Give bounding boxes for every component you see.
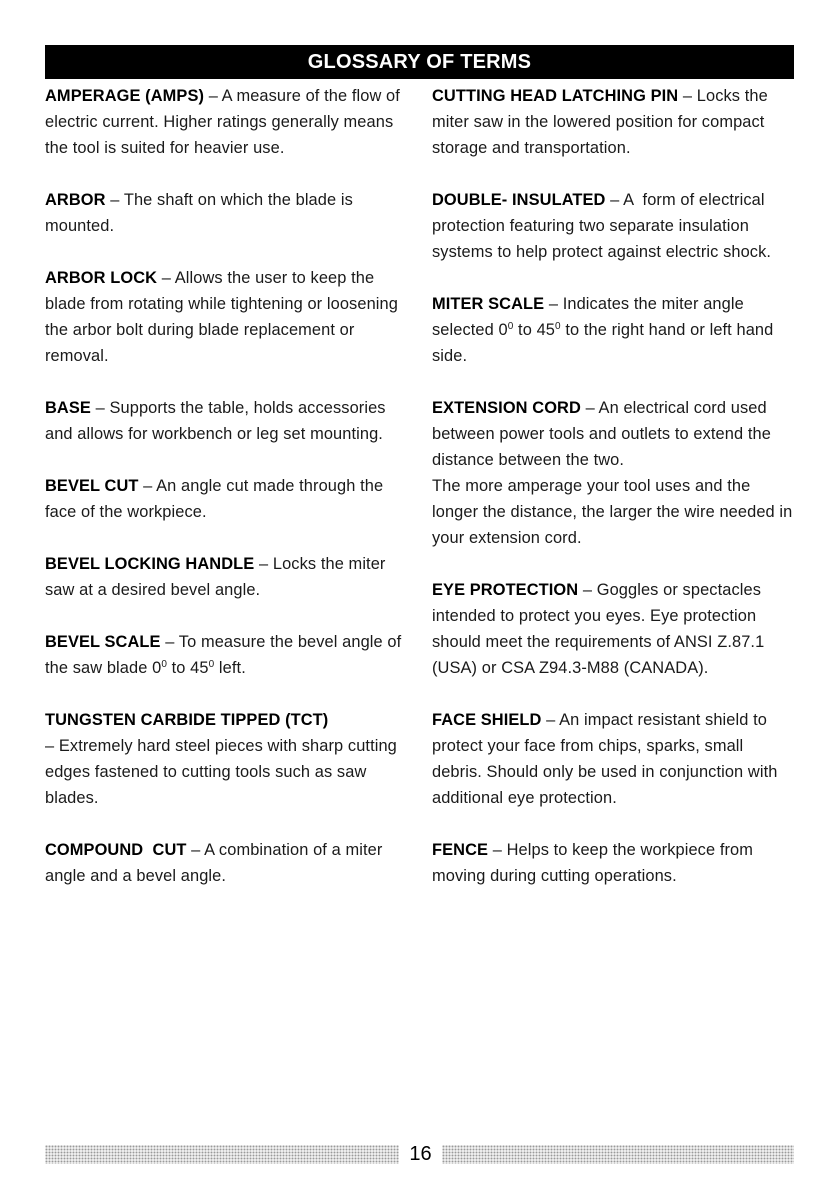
footer-dot-pattern-left <box>45 1145 399 1164</box>
footer-dot-pattern-right <box>442 1145 794 1164</box>
glossary-entry-bevel-locking-handle <box>45 551 415 603</box>
glossary-term: DOUBLE- INSULATED <box>432 191 606 209</box>
glossary-entry-tct <box>45 707 415 811</box>
degree-superscript: 0 <box>555 321 561 332</box>
glossary-definition: – An angle cut made through the face of the workpiece. <box>45 477 384 521</box>
glossary-term: BEVEL SCALE <box>45 633 161 651</box>
glossary-definition: – A form of electrical protection featuring two separate insulation systems to help protect against electric shock. <box>432 191 772 261</box>
glossary-definition: – To measure the bevel angle of the saw blade 0 <box>45 633 402 677</box>
glossary-definition: – A combination of a miter angle and a bevel angle. <box>45 841 383 885</box>
glossary-definition: – Supports the table, holds accessories and allows for workbench or leg set mounting. <box>45 399 386 443</box>
glossary-entry-eye-protection <box>432 577 796 681</box>
degree-superscript: 0 <box>507 321 514 332</box>
degree-superscript: 0 <box>161 659 167 670</box>
glossary-definition: – An electrical cord used between power tools and outlets to extend the distance between the two. <box>432 399 771 469</box>
page-number: 16 <box>409 1143 432 1165</box>
glossary-definition: – Allows the user to keep the blade from rotating while tightening or loosening the arbor bolt during blade replacement or removal. <box>45 269 398 365</box>
glossary-term: FENCE <box>432 841 489 859</box>
glossary-definition: – Extremely hard steel pieces with sharp cutting edges fastened to cutting tools such as saw blades. <box>45 737 397 807</box>
glossary-entry-arbor-lock <box>45 265 415 369</box>
glossary-term: COMPOUND CUT <box>45 841 187 859</box>
glossary-entry-amperage <box>45 83 415 161</box>
degree-superscript: 0 <box>208 659 215 670</box>
glossary-entry-cutting-head-latching-pin <box>432 83 796 161</box>
glossary-definition-continued: The more amperage your tool uses and the longer the distance, the larger the wire needed in your extension cord. <box>432 477 793 547</box>
glossary-definition: – Goggles or spectacles intended to protect you eyes. Eye protection should meet the requirements of ANSI Z.87.1 (USA) or CSA Z94.3-M88 (CANADA). <box>432 581 765 677</box>
glossary-term: BEVEL LOCKING HANDLE <box>45 555 255 573</box>
glossary-definition: to the right hand or left hand side. <box>432 321 774 365</box>
glossary-entry-bevel-cut <box>45 473 415 525</box>
glossary-term: EXTENSION CORD <box>432 399 581 417</box>
glossary-term: ARBOR LOCK <box>45 269 158 287</box>
glossary-term: TUNGSTEN CARBIDE TIPPED (TCT) <box>45 711 329 729</box>
glossary-definition: – Helps to keep the workpiece from moving during cutting operations. <box>432 841 754 885</box>
glossary-definition: – Indicates the miter angle selected 0 <box>432 295 744 339</box>
glossary-definition: to 45 <box>167 659 209 677</box>
glossary-entry-base <box>45 395 415 447</box>
glossary-entry-double-insulated <box>432 187 796 265</box>
glossary-definition: left. <box>214 659 246 677</box>
page-header: GLOSSARY OF TERMS <box>45 45 794 79</box>
page-footer <box>45 1140 794 1168</box>
glossary-definition: – A measure of the flow of electric current. Higher ratings generally means the tool is suited for heavier use. <box>45 87 400 157</box>
glossary-entry-bevel-scale <box>45 629 415 681</box>
glossary-definition: – The shaft on which the blade is mounted. <box>45 191 353 235</box>
glossary-right-column <box>432 83 796 889</box>
glossary-definition: – Locks the miter saw at a desired bevel angle. <box>45 555 386 599</box>
glossary-entry-arbor <box>45 187 415 239</box>
glossary-definition: – An impact resistant shield to protect your face from chips, sparks, small debris. Should only be used in conjunction with additional eye protection. <box>432 711 778 807</box>
glossary-entry-face-shield <box>432 707 796 811</box>
glossary-term: FACE SHIELD <box>432 711 542 729</box>
glossary-definition: to 45 <box>513 321 555 339</box>
glossary-definition: – Locks the miter saw in the lowered position for compact storage and transportation. <box>432 87 768 157</box>
glossary-term: MITER SCALE <box>432 295 545 313</box>
glossary-entry-extension-cord <box>432 395 796 551</box>
glossary-term: EYE PROTECTION <box>432 581 579 599</box>
glossary-term: BEVEL CUT <box>45 477 139 495</box>
glossary-entry-compound-cut <box>45 837 415 889</box>
glossary-term: AMPERAGE (AMPS) <box>45 87 205 105</box>
glossary-left-column <box>45 83 415 889</box>
glossary-entry-fence <box>432 837 796 889</box>
glossary-term: BASE <box>45 399 91 417</box>
glossary-term: ARBOR <box>45 191 106 209</box>
glossary-entry-miter-scale <box>432 291 796 369</box>
glossary-term: CUTTING HEAD LATCHING PIN <box>432 87 679 105</box>
